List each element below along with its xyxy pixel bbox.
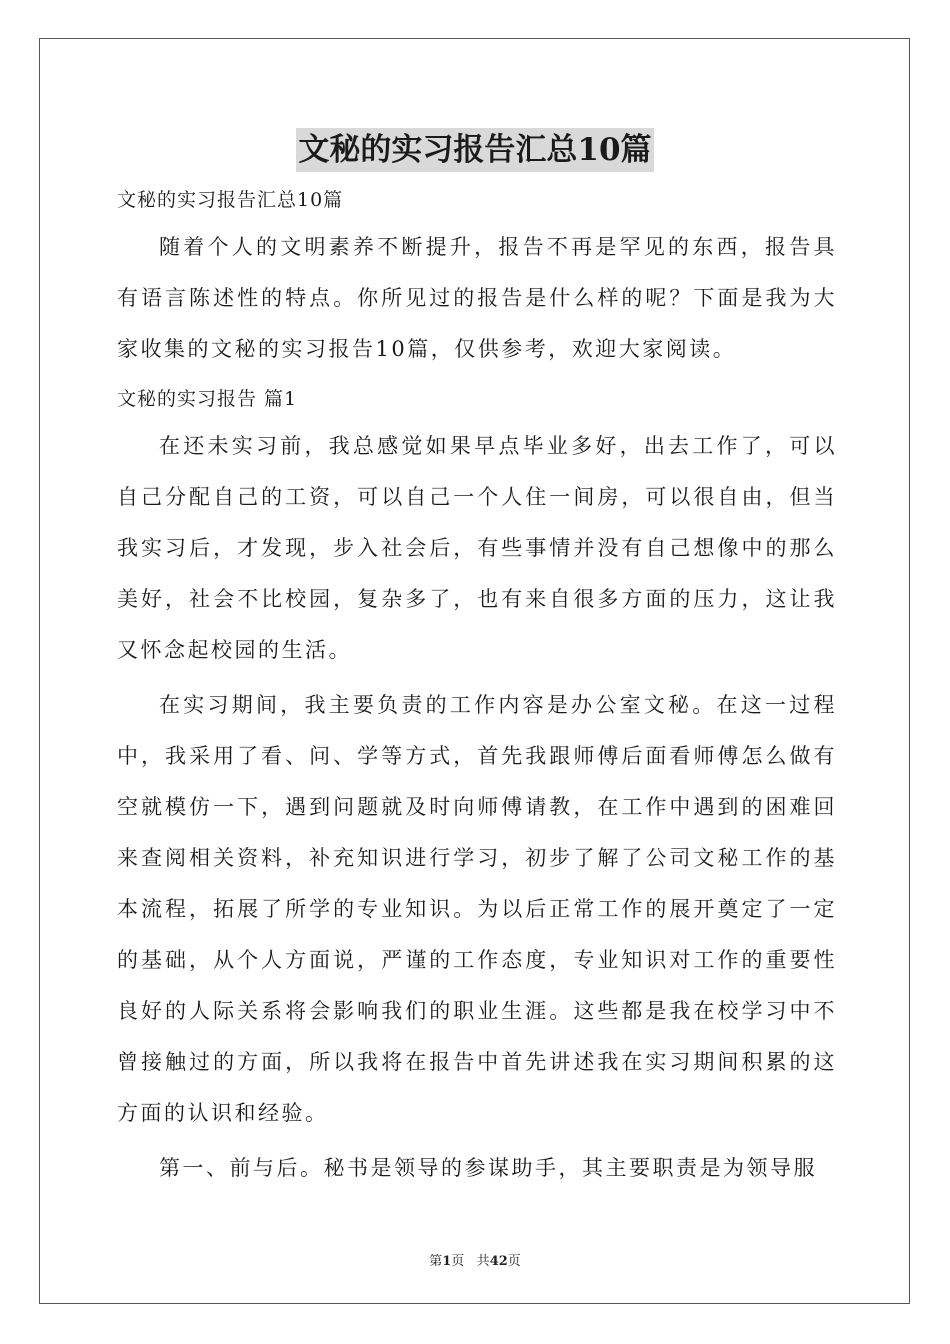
- document-title: 文秘的实习报告汇总10篇: [296, 128, 653, 172]
- intro-paragraph: 随着个人的文明素养不断提升，报告不再是罕见的东西，报告具有语言陈述性的特点。你所见过的报告是什么样的呢？下面是我为大家收集的文秘的实习报告10篇，仅供参考，欢迎大家阅读。: [117, 235, 837, 361]
- section-heading: 文秘的实习报告 篇1: [117, 388, 298, 410]
- footer-total-suffix: 页: [507, 1254, 521, 1269]
- document-title-bar: [0, 128, 950, 177]
- footer-page-prefix: 第: [429, 1254, 443, 1269]
- body-paragraph-1: 在还未实习前，我总感觉如果早点毕业多好，出去工作了，可以自己分配自己的工资，可以自己一个人住一间房，可以很自由，但当我实习后，才发现，步入社会后，有些事情并没有自己想像中的那么美好，社会不比校园，复杂多了，也有来自很多方面的压力，这让我又怀念起校园的生活。: [117, 434, 837, 662]
- footer-page-number: 1: [442, 1254, 452, 1269]
- document-body: [117, 178, 837, 1194]
- footer-page-suffix: 页: [451, 1254, 465, 1269]
- footer-total-prefix: 共: [476, 1254, 490, 1269]
- body-paragraph-2: 在实习期间，我主要负责的工作内容是办公室文秘。在这一过程中，我采用了看、问、学等方式，首先我跟师傅后面看师傅怎么做有空就模仿一下，遇到问题就及时向师傅请教，在工作中遇到的困难回来查阅相关资料，补充知识进行学习，初步了解了公司文秘工作的基本流程，拓展了所学的专业知识。为以后正常工作的展开奠定了一定的基础，从个人方面说，严谨的工作态度，专业知识对工作的重要性良好的人际关系将会影响我们的职业生涯。这些都是我在校学习中不曾接触过的方面，所以我将在报告中首先讲述我在实习期间积累的这方面的认识和经验。: [117, 693, 837, 1125]
- page-footer: [0, 1250, 950, 1269]
- document-subtitle: 文秘的实习报告汇总10篇: [117, 189, 344, 211]
- footer-total-pages: 42: [489, 1254, 508, 1269]
- body-paragraph-3: 第一、前与后。秘书是领导的参谋助手，其主要职责是为领导服: [159, 1156, 817, 1180]
